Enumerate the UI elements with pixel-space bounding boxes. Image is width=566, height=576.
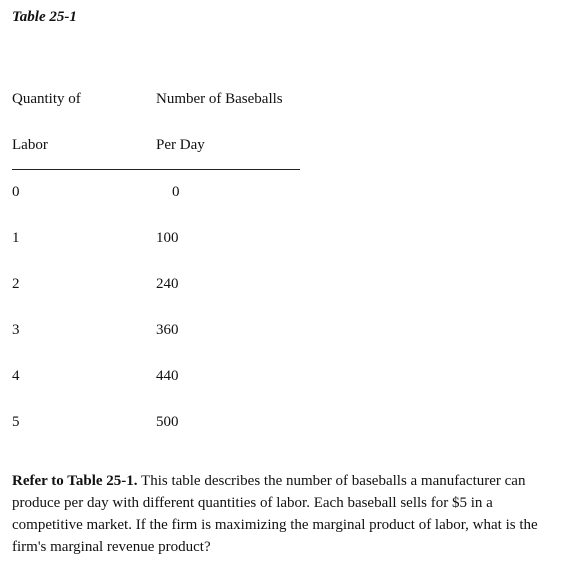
labor-cell: 3 xyxy=(12,322,20,338)
labor-cell: 4 xyxy=(12,368,20,384)
baseballs-cell: 0 xyxy=(172,184,180,200)
header-rule xyxy=(12,169,300,170)
question-text xyxy=(12,470,560,558)
labor-cell: 5 xyxy=(12,414,20,430)
question-body: This table describes the number of baseballs a manufacturer can produce per day with different quantities of labor. Each baseball sells for $5 in a competitive market. If the firm is maximizing the marginal product of labor, what is the firm's marginal revenue product? xyxy=(12,473,538,555)
column-header-labor-line2: Labor xyxy=(12,137,48,153)
labor-cell: 0 xyxy=(12,184,20,200)
baseballs-cell: 100 xyxy=(156,230,179,246)
baseballs-cell: 360 xyxy=(156,322,179,338)
column-header-baseballs-line1: Number of Baseballs xyxy=(156,91,283,107)
labor-cell: 2 xyxy=(12,276,20,292)
baseballs-cell: 500 xyxy=(156,414,179,430)
labor-cell: 1 xyxy=(12,230,20,246)
question-lead: Refer to Table 25-1. xyxy=(12,473,138,489)
baseballs-cell: 240 xyxy=(156,276,179,292)
baseballs-cell: 440 xyxy=(156,368,179,384)
column-header-baseballs-line2: Per Day xyxy=(156,137,205,153)
table-caption: Table 25-1 xyxy=(12,9,77,25)
column-header-labor-line1: Quantity of xyxy=(12,91,81,107)
